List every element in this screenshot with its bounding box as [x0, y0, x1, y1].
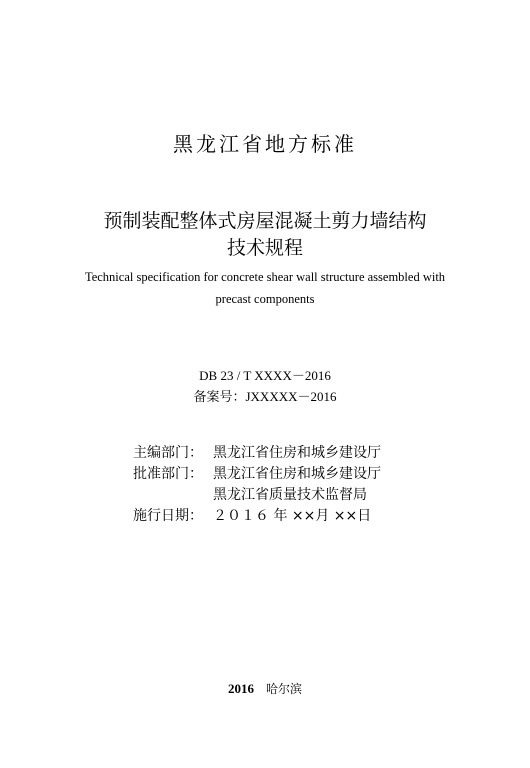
standard-level: 黑龙江省地方标准 [173, 132, 357, 156]
title-cn-line2: 技术规程 [226, 237, 303, 259]
date-value: ２０１６ 年 ××月 ××日 [213, 508, 372, 524]
date-row [133, 506, 381, 527]
record-number: 备案号：JXXXXX－2016 [193, 389, 337, 404]
title-en-line1: Technical specification for concrete shear wall structure assembled with [84, 270, 446, 284]
date-label: 施行日期： [133, 508, 203, 524]
footer-year: 2016 [227, 681, 254, 696]
editor-label: 主编部门： [133, 445, 203, 461]
approver-spacer [133, 485, 213, 506]
editor-row [133, 443, 381, 464]
approver-value-2: 黑龙江省质量技术监督局 [213, 487, 367, 503]
approver-row [133, 464, 381, 485]
footer [0, 680, 530, 697]
editor-value: 黑龙江省住房和城乡建设厅 [213, 445, 381, 461]
publication-info [133, 443, 381, 527]
standard-code: DB 23 / T XXXX－2016 [199, 368, 331, 383]
title-cn-line1: 预制装配整体式房屋混凝土剪力墙结构 [103, 210, 427, 232]
footer-city: 哈尔滨 [265, 682, 302, 696]
approver-row-2 [133, 485, 381, 506]
approver-label: 批准部门： [133, 466, 203, 482]
approver-value-1: 黑龙江省住房和城乡建设厅 [213, 466, 381, 482]
title-en-line2: precast components [215, 292, 315, 306]
